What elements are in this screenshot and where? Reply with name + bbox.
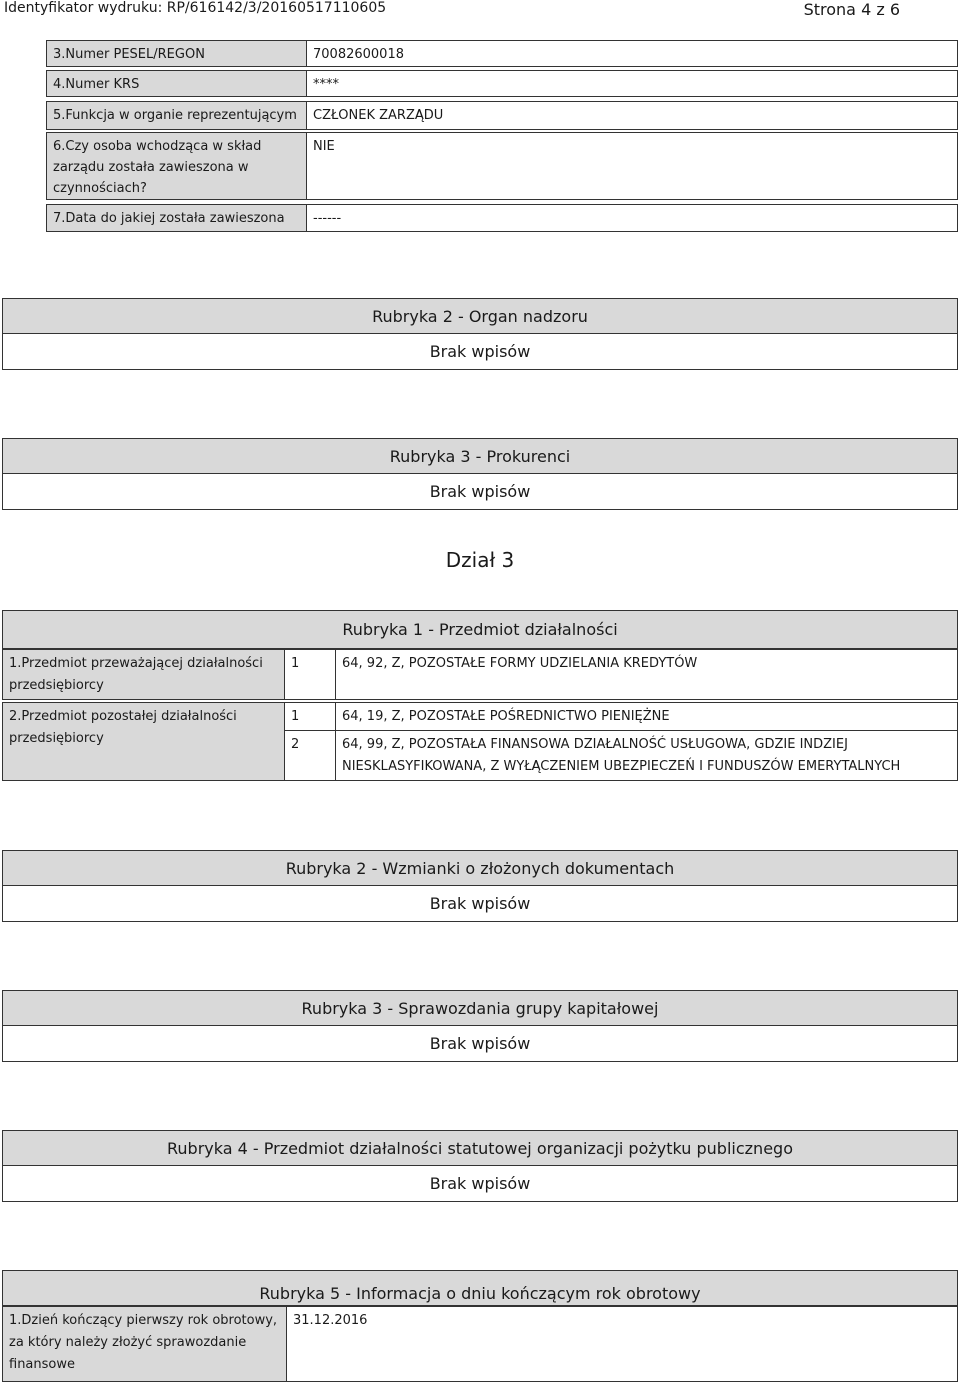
organ-nadzoru-empty: Brak wpisów xyxy=(2,334,958,370)
suspended-label: 6.Czy osoba wchodząca w skład zarządu została zawieszona w czynnościach? xyxy=(46,132,307,200)
organ-nadzoru-title: Rubryka 2 - Organ nadzoru xyxy=(2,298,958,334)
function-label: 5.Funkcja w organie reprezentującym xyxy=(46,101,307,130)
other-activity-value-1: 64, 19, Z, POZOSTAŁE POŚREDNICTWO PIENIĘŻNE xyxy=(335,702,958,731)
krs-label: 4.Numer KRS xyxy=(46,70,307,97)
opp-title: Rubryka 4 - Przedmiot działalności statutowej organizacji pożytku publicznego xyxy=(2,1130,958,1166)
other-activity-number-2: 2 xyxy=(284,730,336,781)
przedmiot-dzialalnosci-title: Rubryka 1 - Przedmiot działalności xyxy=(2,610,958,649)
rok-obrotowy-title: Rubryka 5 - Informacja o dniu kończącym rok obrotowy xyxy=(2,1270,958,1306)
prokurenci-title: Rubryka 3 - Prokurenci xyxy=(2,438,958,474)
fiscal-year-end-label: 1.Dzień kończący pierwszy rok obrotowy, za który należy złożyć sprawozdanie finansowe xyxy=(2,1306,287,1382)
pesel-label: 3.Numer PESEL/REGON xyxy=(46,40,307,67)
sprawozdania-empty: Brak wpisów xyxy=(2,1026,958,1062)
page-number: Strona 4 z 6 xyxy=(803,0,900,19)
function-value: CZŁONEK ZARZĄDU xyxy=(306,101,958,130)
wzmianki-empty: Brak wpisów xyxy=(2,886,958,922)
main-activity-value: 64, 92, Z, POZOSTAŁE FORMY UDZIELANIA KREDYTÓW xyxy=(335,649,958,700)
other-activity-label: 2.Przedmiot pozostałej działalności przedsiębiorcy xyxy=(2,702,285,781)
other-activity-number-1: 1 xyxy=(284,702,336,731)
main-activity-label: 1.Przedmiot przeważającej działalności przedsiębiorcy xyxy=(2,649,285,700)
dzial3-title: Dział 3 xyxy=(445,548,515,572)
suspension-date-value: ------ xyxy=(306,204,958,232)
other-activity-value-2: 64, 99, Z, POZOSTAŁA FINANSOWA DZIAŁALNOŚĆ USŁUGOWA, GDZIE INDZIEJ NIESKLASYFIKOWANA, Z WYŁĄCZENIEM UBEZPIECZEŃ I FUNDUSZÓW EMERYTALNYCH xyxy=(335,730,958,781)
main-activity-number: 1 xyxy=(284,649,336,700)
wzmianki-title: Rubryka 2 - Wzmianki o złożonych dokumentach xyxy=(2,850,958,886)
pesel-value: 70082600018 xyxy=(306,40,958,67)
opp-empty: Brak wpisów xyxy=(2,1166,958,1202)
prokurenci-empty: Brak wpisów xyxy=(2,474,958,510)
fiscal-year-end-value: 31.12.2016 xyxy=(286,1306,958,1382)
suspended-value: NIE xyxy=(306,132,958,200)
print-identifier: Identyfikator wydruku: RP/616142/3/20160517110605 xyxy=(4,0,387,16)
krs-value: **** xyxy=(306,70,958,97)
suspension-date-label: 7.Data do jakiej została zawieszona xyxy=(46,204,307,232)
sprawozdania-title: Rubryka 3 - Sprawozdania grupy kapitałowej xyxy=(2,990,958,1026)
